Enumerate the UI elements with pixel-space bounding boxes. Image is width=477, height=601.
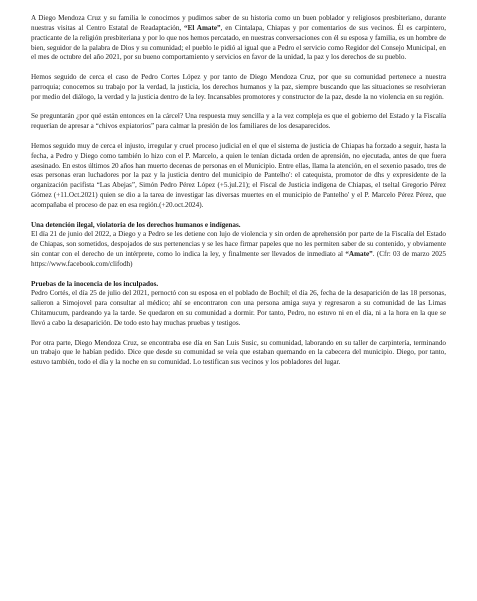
prison-name: “Amate”: [345, 250, 373, 259]
paragraph-judicial-process: Hemos seguido muy de cerca el injusto, irregular y cruel proceso judicial en el que el sistema de justicia de Chiapas ha forzado a seguir, hasta la fecha, a Pedro y Diego como también lo hizo con el P. Marcelo, a quien le tenían dictada orden de aprensión, no ejecutada, antes de que fuera asesinado. En estos últimos 20 años han muerto decenas de personas en el Municipio. Entre ellas, llama la atención, en el sexenio pasado, tres de esas personas eran luchadores por la paz y la justicia dentro del municipio de Pantelho': el catequista, promotor de dhs y expresidente de la organización pacifista “Las Abejas”, Simón Pedro Pérez López (+5.jul.21); el Fiscal de Justicia indígena de Chiapas, el tseltal Gregorio Pérez Gómez (+11.Oct.2021) quien se dio a la tarea de investigar las diversas muertes en el municipio de Pantelho' y el P. Marcelo Pérez Pérez, que acompañaba el proceso de paz en esa región.(+20.oct.2024).: [31, 141, 446, 209]
paragraph-detention: [31, 230, 446, 269]
paragraph-diego-alibi: Por otra parte, Diego Mendoza Cruz, se encontraba ese día en San Luis Susic, su comunidad, laborando en su taller de carpintería, terminando un trabajo que le habían pedido. Dice que desde su comunidad se veía que estaban quemando en la cabecera del municipio. Diego, por tanto, estuvo también, todo el día y la noche en su comunidad. Lo testifican sus vecinos y los pobladores del lugar.: [31, 338, 446, 367]
paragraph-text: , en Cintalapa, Chiapas y por comentarios de sus vecinos. Él es carpintero, practicante de la religión presbiteriana y por lo que nos hemos percatado, en nuestras conversaciones con él su esposa y familia, es un hombre de bien, seguidor de la palabra de Dios y su comunidad; el pueblo le pidió al igual que a Pedro el servicio como Regidor del Consejo Municipal, en el mes de octubre del año 2021, por su bueno comportamiento y servicios en favor de la unidad, la paz y los derechos de su pueblo.: [31, 23, 446, 62]
paragraph-text: El día 21 de junio del 2022, a Diego y a Pedro se les detiene con lujo de violencia y sin orden de aprehensión por parte de la Fiscalía del Estado de Chiapas, son sometidos, despojados de sus pertenencias y se les hace firmar papeles que no les permiten saber de su contenido, y obviamente sin contar con el derecho de un intérprete, como lo indica la ley, y finalmente ser llevados de inmediato al: [31, 230, 446, 259]
paragraph-case-followup: Hemos seguido de cerca el caso de Pedro Cortes López y por tanto de Diego Mendoza Cruz, por que su comunidad pertenece a nuestra parroquia; conocemos su trabajo por la verdad, la justicia, los derechos humanos y la paz, siempre buscando que las situaciones se resolvieran por medio del diálogo, la verdad y la justicia dentro de la ley. Incansables promotores y constructor de la paz, desde la no violencia en su región.: [31, 73, 446, 101]
paragraph-question: Se preguntarán ¿por qué están entonces en la cárcel? Una respuesta muy sencilla y a la vez compleja es que el gobierno del Estado y la Fiscalía requerían de apresar a “chivos expiatorios” para calmar la presión de los familiares de los desaparecidos.: [31, 112, 446, 131]
section-heading-innocence-evidence: Pruebas de la inocencia de los inculpados.: [31, 279, 159, 288]
paragraph-text: . (Cfr: 03 de marzo 2025 https://www.facebook.com/clifodh): [31, 250, 446, 268]
paragraph-pedro-alibi: Pedro Cortés, el día 25 de julio del 2021, pernoctó con su esposa en el poblado de Bochil; el día 26, fecha de la desaparición de las 18 personas, salieron a Simojovel para consultar al médico; ahí se encontraron con una persona amiga suya y regresaron a su comunidad de las Limas Chitamucum, pardeando ya la tarde. Se quedaron en su comunidad a dormir. Por tanto, Pedro, no estuvo ni en el día, ni a la hora en la que se llevó a cabo la desaparición. De todo esto hay muchas pruebas y testigos.: [31, 289, 446, 327]
section-heading-illegal-detention: Una detención ilegal, violatoria de los derechos humanos e indígenas.: [31, 220, 241, 229]
prison-name: “El Amate”: [184, 23, 221, 32]
paragraph-text: A Diego Mendoza Cruz y su familia le conocimos y pudimos saber de su historia como un buen poblador y religiosos presbiteriano, durante nuestras visitas al Centro Estatal de Readaptación,: [31, 14, 446, 32]
paragraph-intro: [31, 14, 446, 63]
